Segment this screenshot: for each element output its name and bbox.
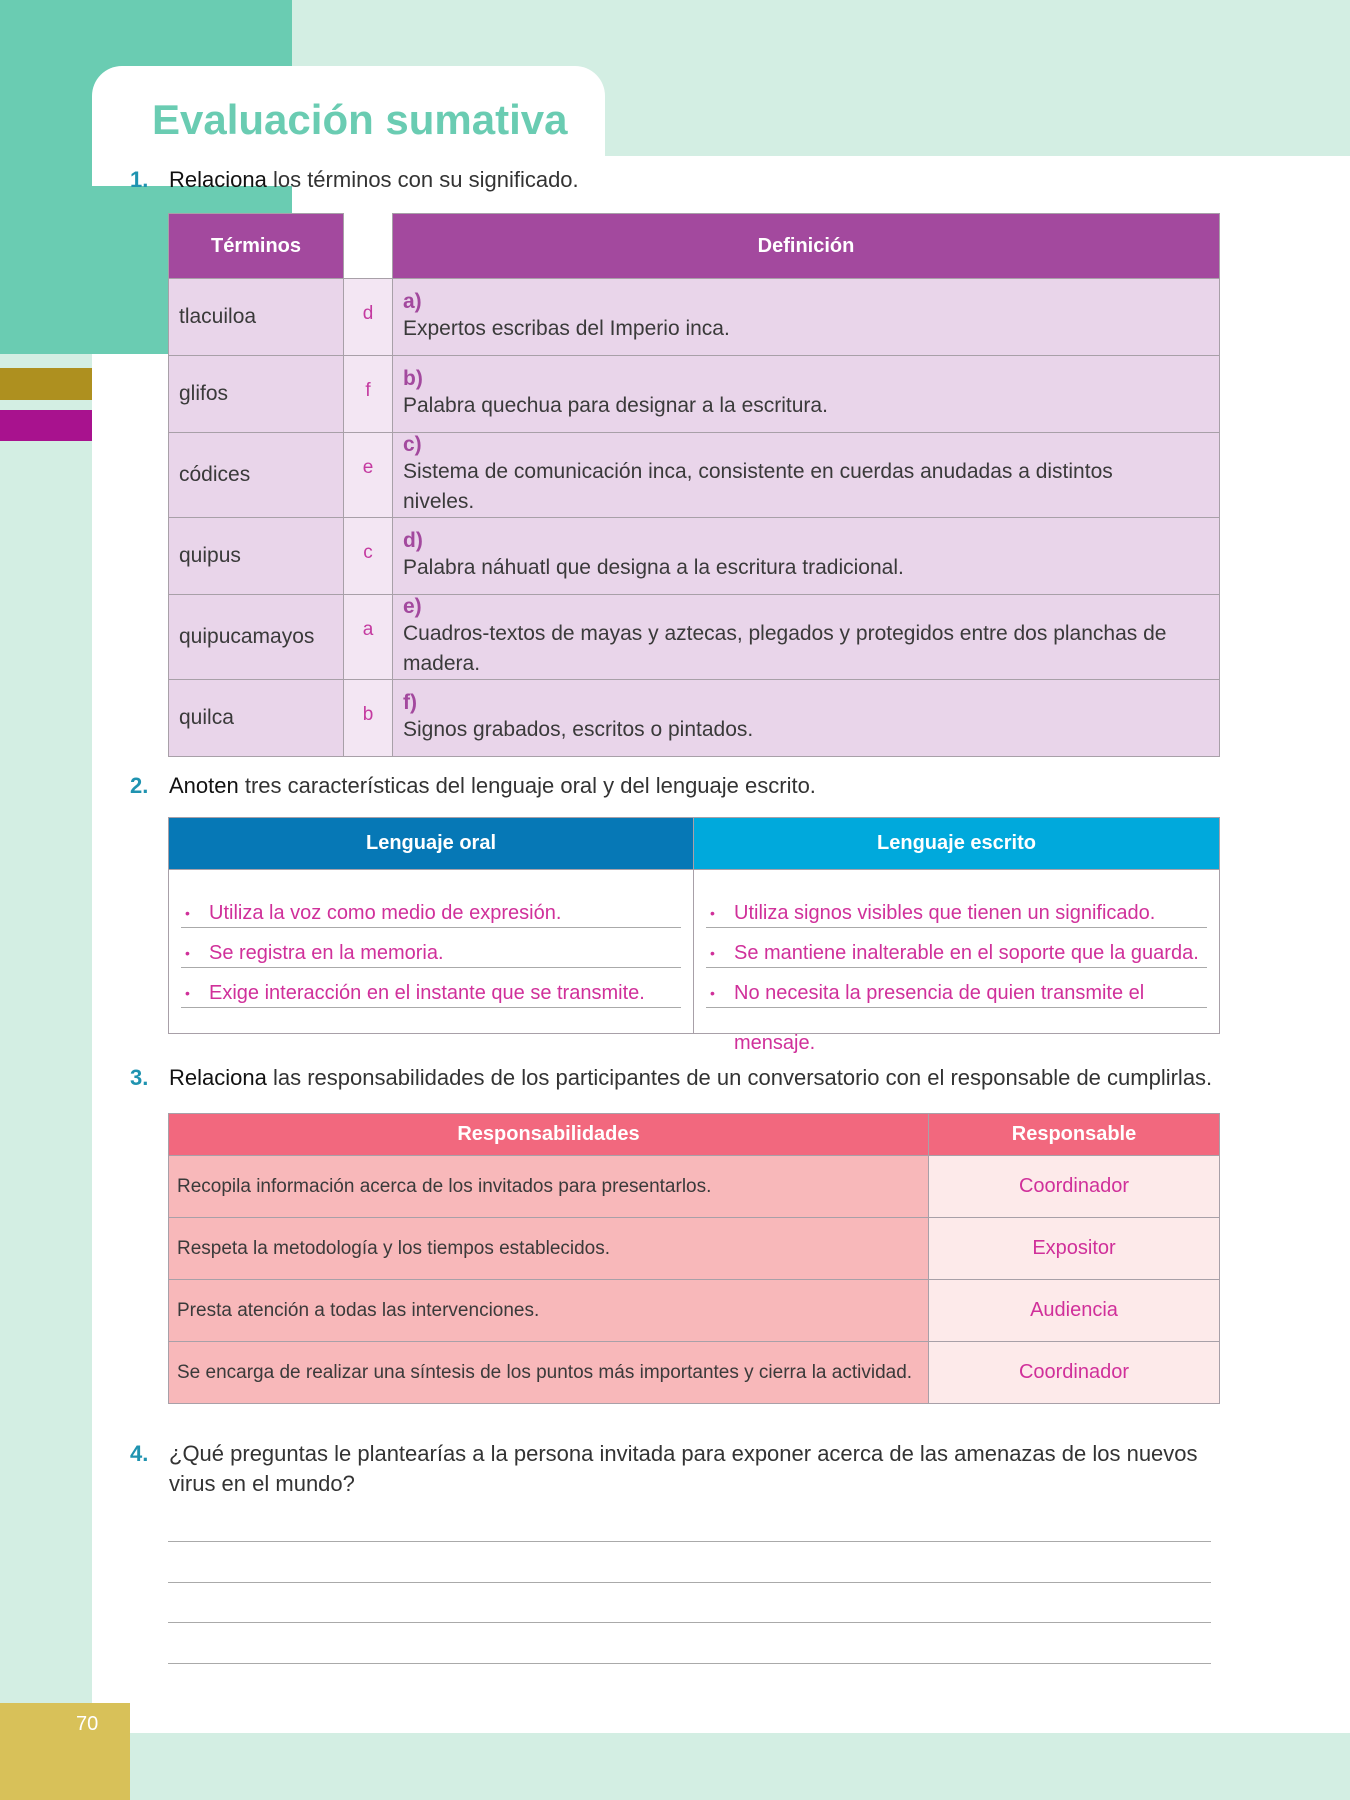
term: glifos: [169, 356, 344, 433]
header-terms: Términos: [169, 214, 344, 279]
definition: Palabra náhuatl que designa a la escritura tradicional.: [403, 556, 904, 579]
responsible-answer[interactable]: Audiencia: [929, 1280, 1220, 1342]
page-number: 70: [76, 1713, 99, 1735]
answer-letter[interactable]: b: [344, 680, 393, 757]
term: quilca: [169, 680, 344, 757]
answer-line[interactable]: [168, 1582, 1211, 1583]
answer-letter[interactable]: f: [344, 356, 393, 433]
table-row: [169, 595, 1220, 680]
term: quipus: [169, 518, 344, 595]
answer-letter[interactable]: d: [344, 279, 393, 356]
header-responsible: Responsable: [929, 1114, 1220, 1156]
responsible-answer[interactable]: Coordinador: [929, 1342, 1220, 1404]
question-2: 2. Anoten tres características del lenguaje oral y del lenguaje escrito.: [130, 773, 816, 798]
table-row: [169, 1280, 1220, 1342]
question-4: 4. ¿Qué preguntas le plantearías a la persona invitada para exponer acerca de las amenazas de los nuevos virus en el mundo?: [130, 1441, 1198, 1496]
table-row: [169, 1156, 1220, 1218]
table-row: [169, 356, 1220, 433]
definition-label: f): [403, 691, 417, 714]
page-number-box: [0, 1703, 130, 1800]
definition: Cuadros-textos de mayas y aztecas, plegados y protegidos entre dos planchas de madera.: [403, 622, 1167, 675]
question-3: 3. Relaciona las responsabilidades de los participantes de un conversatorio con el responsable de cumplirlas.: [130, 1065, 1213, 1090]
term: quipucamayos: [169, 595, 344, 680]
escrito-item[interactable]: • Se mantiene inalterable en el soporte que la guarda.: [706, 928, 1207, 968]
definition-label: d): [403, 529, 423, 552]
definition: Palabra quechua para designar a la escritura.: [403, 394, 828, 417]
gold-stripe: [0, 368, 92, 400]
table-row: [169, 279, 1220, 356]
question-1: 1. Relaciona los términos con su significado.: [130, 167, 579, 192]
responsibility: Presta atención a todas las intervenciones.: [169, 1280, 929, 1342]
oral-item[interactable]: • Se registra en la memoria.: [181, 928, 681, 968]
terms-table: [168, 213, 1220, 757]
answer-letter[interactable]: e: [344, 433, 393, 518]
answer-line[interactable]: [168, 1663, 1211, 1664]
oral-item[interactable]: • Utiliza la voz como medio de expresión.: [181, 888, 681, 928]
definition: Signos grabados, escritos o pintados.: [403, 718, 754, 741]
header-escrito: Lenguaje escrito: [694, 818, 1220, 870]
responsibilities-table: [168, 1113, 1220, 1404]
language-table: [168, 817, 1220, 1054]
table-row: [169, 433, 1220, 518]
definition-label: b): [403, 367, 423, 390]
header-oral: Lenguaje oral: [169, 818, 694, 870]
responsible-answer[interactable]: Coordinador: [929, 1156, 1220, 1218]
escrito-item[interactable]: • Utiliza signos visibles que tienen un significado.: [706, 888, 1207, 928]
responsibility: Se encarga de realizar una síntesis de los puntos más importantes y cierra la actividad.: [169, 1342, 929, 1404]
header-definition: Definición: [393, 214, 1220, 279]
bottom-band: [0, 1733, 1350, 1800]
magenta-stripe: [0, 410, 92, 441]
responsibility: Recopila información acerca de los invitados para presentarlos.: [169, 1156, 929, 1218]
definition-label: c): [403, 433, 422, 456]
oral-item[interactable]: • Exige interacción en el instante que se transmite.: [181, 968, 681, 1008]
term: códices: [169, 433, 344, 518]
escrito-item[interactable]: • No necesita la presencia de quien transmite el mensaje.: [706, 968, 1207, 1008]
answer-line[interactable]: [168, 1622, 1211, 1623]
table-row: [169, 518, 1220, 595]
definition-label: a): [403, 290, 422, 313]
page-title: Evaluación sumativa: [152, 96, 568, 143]
answer-letter[interactable]: c: [344, 518, 393, 595]
definition: Sistema de comunicación inca, consistente en cuerdas anudadas a distintos niveles.: [403, 460, 1113, 513]
answer-letter[interactable]: a: [344, 595, 393, 680]
table-row: [169, 1218, 1220, 1280]
definition: Expertos escribas del Imperio inca.: [403, 317, 730, 340]
definition-label: e): [403, 595, 422, 618]
header-responsibilities: Responsabilidades: [169, 1114, 929, 1156]
table-row: [169, 680, 1220, 757]
responsibility: Respeta la metodología y los tiempos establecidos.: [169, 1218, 929, 1280]
answer-line[interactable]: [168, 1541, 1211, 1542]
table-row: [169, 1342, 1220, 1404]
term: tlacuiloa: [169, 279, 344, 356]
responsible-answer[interactable]: Expositor: [929, 1218, 1220, 1280]
